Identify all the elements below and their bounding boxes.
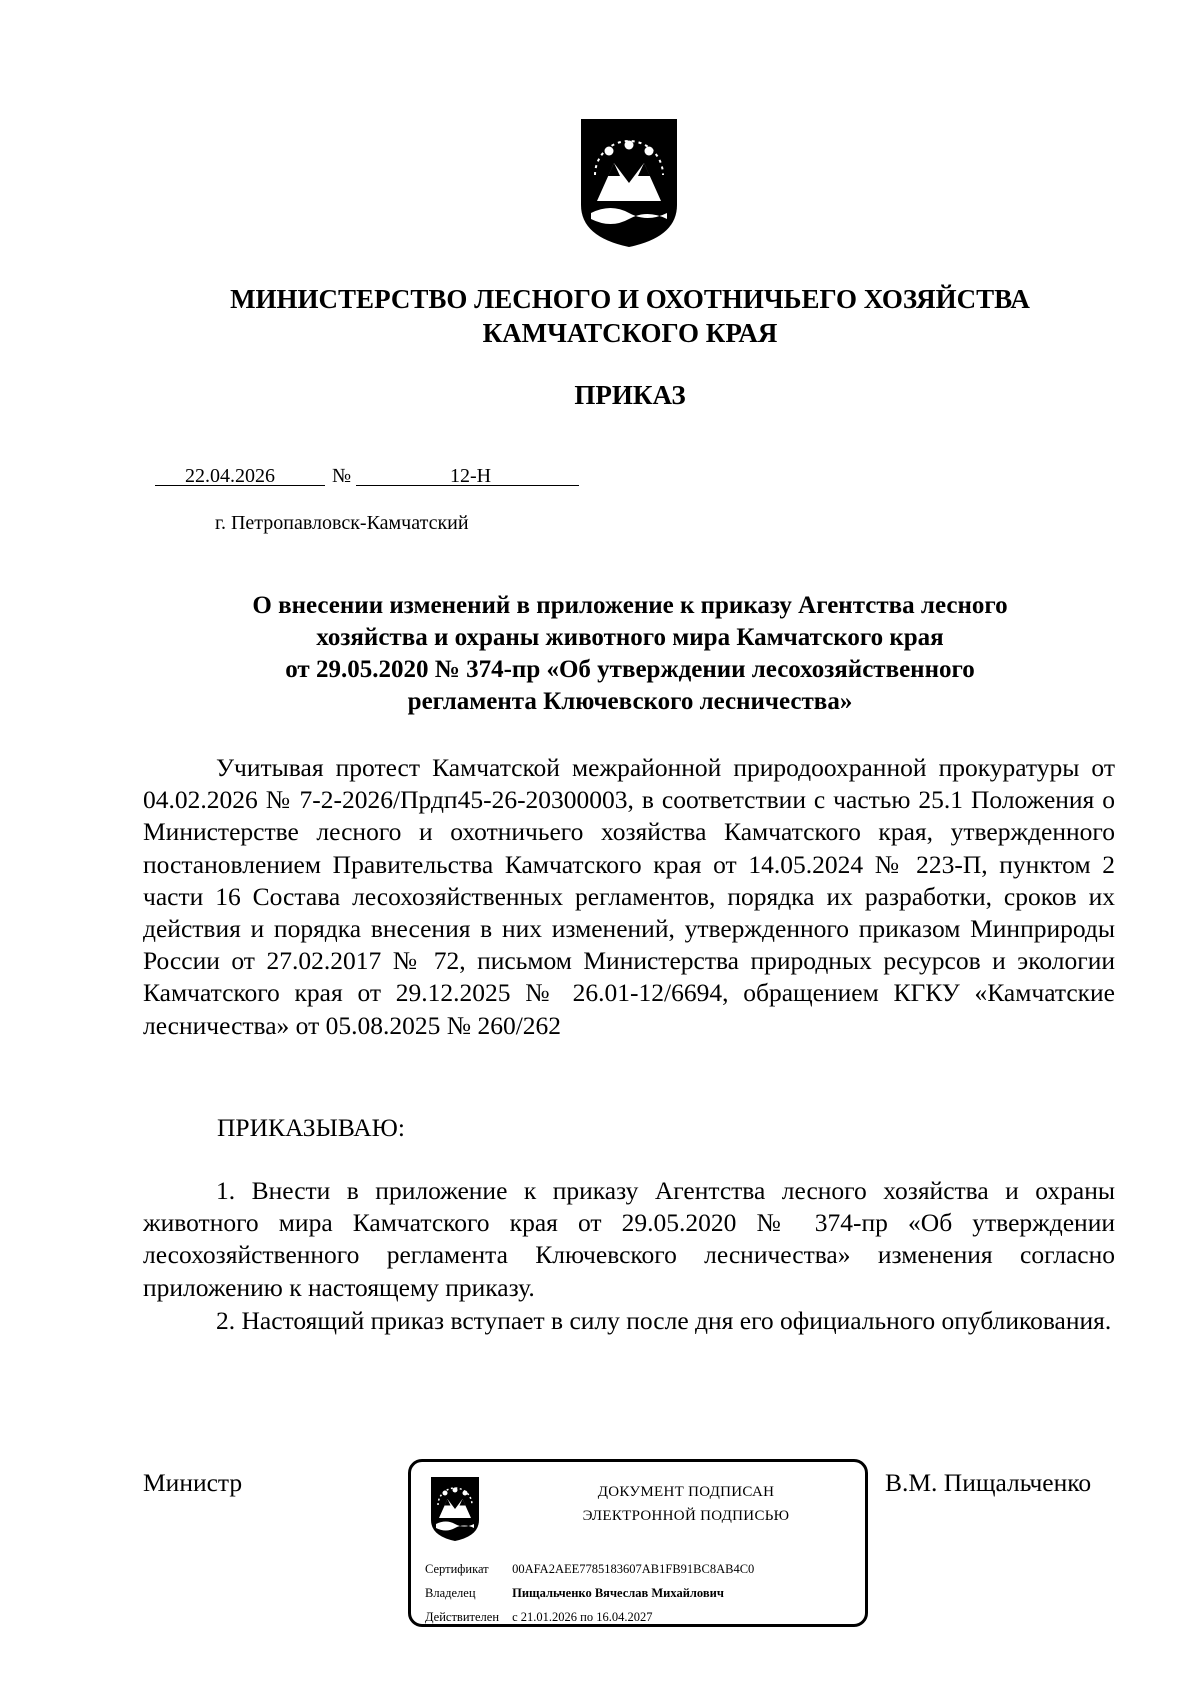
- document-number: 12-Н: [450, 465, 492, 487]
- document-type: ПРИКАЗ: [574, 380, 686, 410]
- signatory-name: В.М. Пищальченко: [885, 1468, 1092, 1497]
- owner-label: Владелец: [425, 1586, 476, 1600]
- stamp-emblem-icon: [427, 1474, 483, 1542]
- stamp-certificate-row: [425, 1562, 754, 1577]
- stamp-title: [521, 1480, 851, 1528]
- subject-line-2: хозяйства и охраны животного мира Камчатского края: [316, 624, 944, 651]
- ministry-name: [140, 282, 1120, 350]
- subject-line-3: от 29.05.2020 № 374-пр «Об утверждении лесохозяйственного: [285, 656, 975, 683]
- stamp-validity-row: [425, 1610, 653, 1625]
- validity-value: с 21.01.2026 по 16.04.2027: [512, 1610, 653, 1624]
- date-underline: [155, 485, 325, 486]
- city: г. Петропавловск-Камчатский: [215, 512, 469, 534]
- order-item-1: 1. Внести в приложение к приказу Агентства лесного хозяйства и охраны животного мира Камчатского края от 29.05.2020 № 374-пр «Об утверждении лесохозяйственного регламента Ключевского лесничества» изменения согласно приложению к настоящему приказу.: [143, 1176, 1115, 1302]
- electronic-signature-stamp: [408, 1459, 868, 1627]
- document-subject: [150, 590, 1110, 718]
- signatory-position: Министр: [143, 1468, 243, 1497]
- subject-line-4: регламента Ключевского лесничества»: [407, 688, 853, 715]
- certificate-label: Сертификат: [425, 1562, 489, 1576]
- ministry-line-2: КАМЧАТСКОГО КРАЯ: [482, 318, 778, 348]
- number-sign: №: [332, 465, 352, 487]
- preamble-paragraph: Учитывая протест Камчатской межрайонной природоохранной прокуратуры от 04.02.2026 № 7-2-2026/Прдп45-26-20300003, в соответствии с частью 25.1 Положения о Министерстве лесного и охотничьего хозяйства Камчатского края, утвержденного постановлением Правительства Камчатского края от 14.05.2024 № 223-П, пунктом 2 части 16 Состава лесохозяйственных регламентов, порядка их разработки, сроков их действия и порядка внесения в них изменений, утвержденного приказом Минприроды России от 27.02.2017 № 72, письмом Министерства природных ресурсов и экологии Камчатского края от 29.12.2025 № 26.01-12/6694, обращением КГКУ «Камчатские лесничества» от 05.08.2025 № 260/262: [143, 753, 1115, 1040]
- number-underline: [356, 485, 579, 486]
- subject-line-1: О внесении изменений в приложение к приказу Агентства лесного: [252, 592, 1008, 619]
- ministry-line-1: МИНИСТЕРСТВО ЛЕСНОГО И ОХОТНИЧЬЕГО ХОЗЯЙСТВА: [230, 284, 1030, 314]
- stamp-title-line-1: ДОКУМЕНТ ПОДПИСАН: [597, 1484, 775, 1500]
- stamp-owner-row: [425, 1586, 724, 1601]
- kamchatka-coat-of-arms-emblem: [577, 113, 681, 249]
- stamp-title-line-2: ЭЛЕКТРОННОЙ ПОДПИСЬЮ: [582, 1508, 790, 1524]
- validity-label: Действителен: [425, 1610, 500, 1624]
- order-item-2: 2. Настоящий приказ вступает в силу после дня его официального опубликования.: [216, 1306, 1112, 1335]
- document-date: 22.04.2026: [185, 465, 275, 487]
- certificate-value: 00AFA2AEE7785183607AB1FB91BC8AB4C0: [512, 1562, 755, 1576]
- owner-value: Пищальченко Вячеслав Михайлович: [512, 1586, 724, 1600]
- order-word: ПРИКАЗЫВАЮ:: [217, 1113, 405, 1142]
